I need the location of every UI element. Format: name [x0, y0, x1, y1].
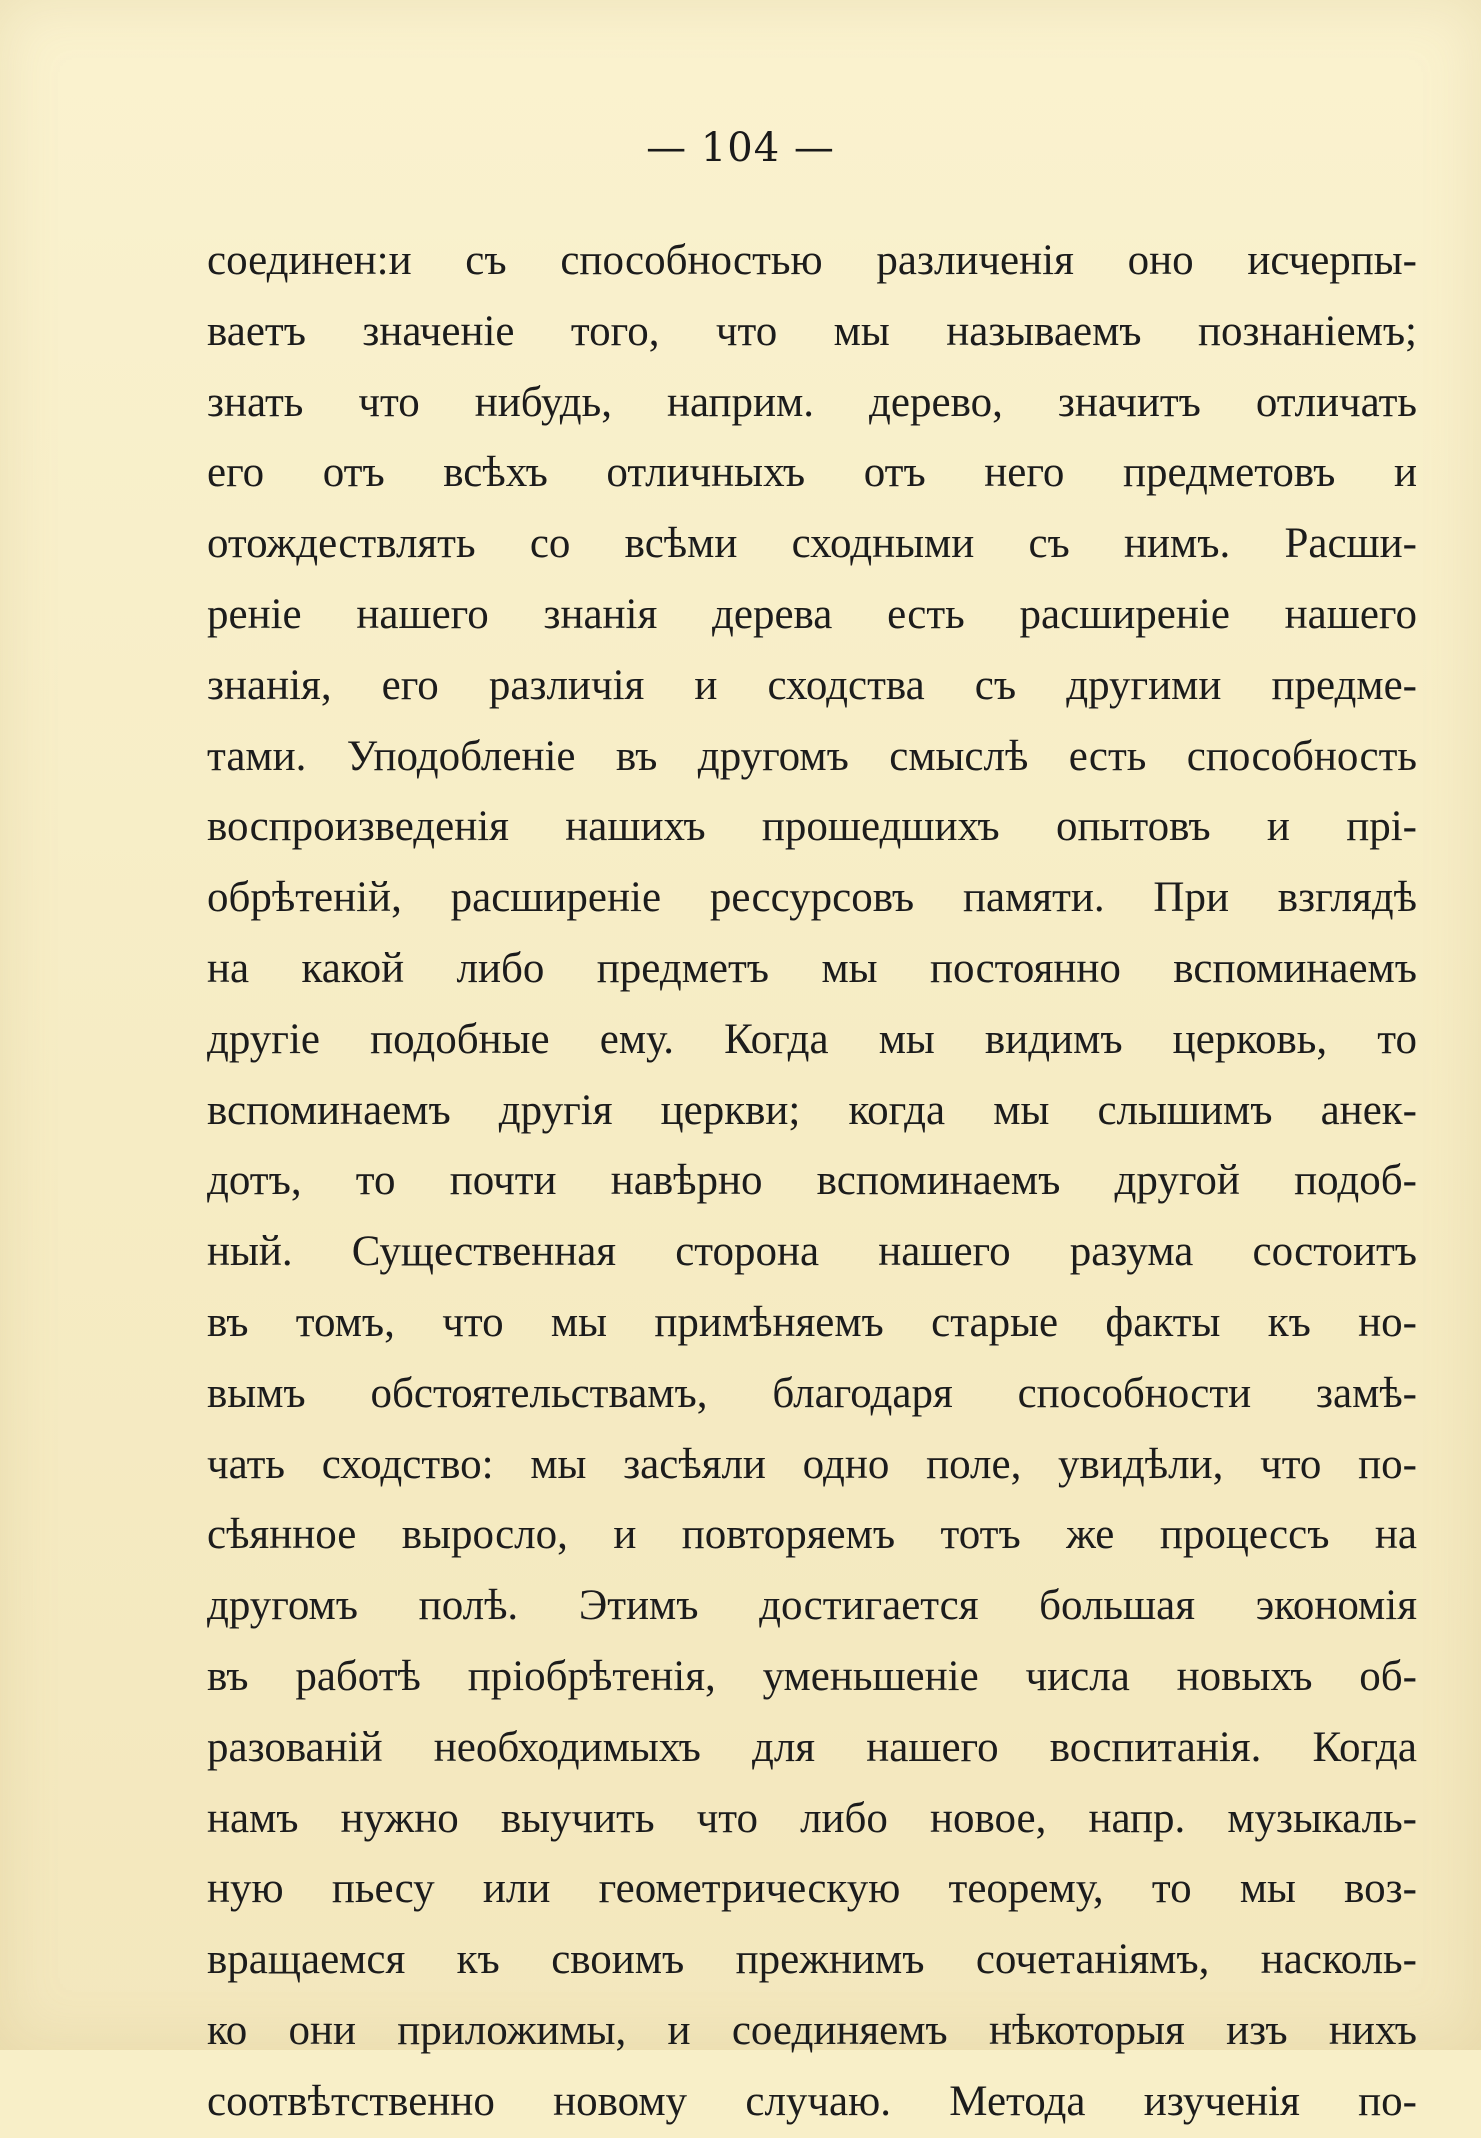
text-line: дотъ, то почти навѣрно вспоминаемъ другой подоб-	[207, 1157, 1417, 1205]
body-text	[207, 226, 1417, 2138]
page-number: — 104 —	[646, 125, 835, 171]
text-line: въ работѣ пріобрѣтенія, уменьшеніе числа новыхъ об-	[207, 1652, 1417, 1700]
text-line: его отъ всѣхъ отличныхъ отъ него предметовъ и	[207, 449, 1417, 497]
text-line: ный. Существенная сторона нашего разума состоитъ	[207, 1228, 1417, 1276]
text-line: чать сходство: мы засѣяли одно поле, увидѣли, что по-	[207, 1440, 1417, 1488]
text-line: ко они приложимы, и соединяемъ нѣкоторыя изъ нихъ	[207, 2006, 1417, 2054]
text-line: на какой либо предметъ мы постоянно вспоминаемъ	[207, 944, 1417, 992]
text-line: ваетъ значеніе того, что мы называемъ познаніемъ;	[207, 307, 1417, 355]
text-line: другіе подобные ему. Когда мы видимъ церковь, то	[207, 1015, 1417, 1063]
text-line: вымъ обстоятельствамъ, благодаря способности замѣ-	[207, 1369, 1417, 1417]
text-line: разованій необходимыхъ для нашего воспитанія. Когда	[207, 1723, 1417, 1771]
text-line: вспоминаемъ другія церкви; когда мы слышимъ анек-	[207, 1086, 1417, 1134]
text-line: реніе нашего знанія дерева есть расширеніе нашего	[207, 590, 1417, 638]
text-line: ную пьесу или геометрическую теорему, то мы воз-	[207, 1865, 1417, 1913]
text-line: знать что нибудь, наприм. дерево, значитъ отличать	[207, 378, 1417, 426]
text-line: тами. Уподобленіе въ другомъ смыслѣ есть способность	[207, 732, 1417, 780]
text-line: другомъ полѣ. Этимъ достигается большая экономія	[207, 1582, 1417, 1630]
text-line: знанія, его различія и сходства съ другими предме-	[207, 661, 1417, 709]
text-line: вращаемся къ своимъ прежнимъ сочетаніямъ, насколь-	[207, 1936, 1417, 1984]
text-line: соединен:и съ способностью различенія оно исчерпы-	[207, 237, 1417, 284]
text-line: сѣянное выросло, и повторяемъ тотъ же процессъ на	[207, 1511, 1417, 1559]
text-line: въ томъ, что мы примѣняемъ старые факты къ но-	[207, 1298, 1417, 1346]
text-line: воспроизведенія нашихъ прошедшихъ опытовъ и прі-	[207, 803, 1417, 851]
text-line: намъ нужно выучить что либо новое, напр. музыкаль-	[207, 1794, 1417, 1842]
text-line: обрѣтеній, расширеніе рессурсовъ памяти. При взглядѣ	[207, 874, 1417, 922]
text-line: отождествлять со всѣми сходными съ нимъ. Расши-	[207, 520, 1417, 568]
text-line: соотвѣтственно новому случаю. Метода изученія по-	[207, 2077, 1417, 2125]
